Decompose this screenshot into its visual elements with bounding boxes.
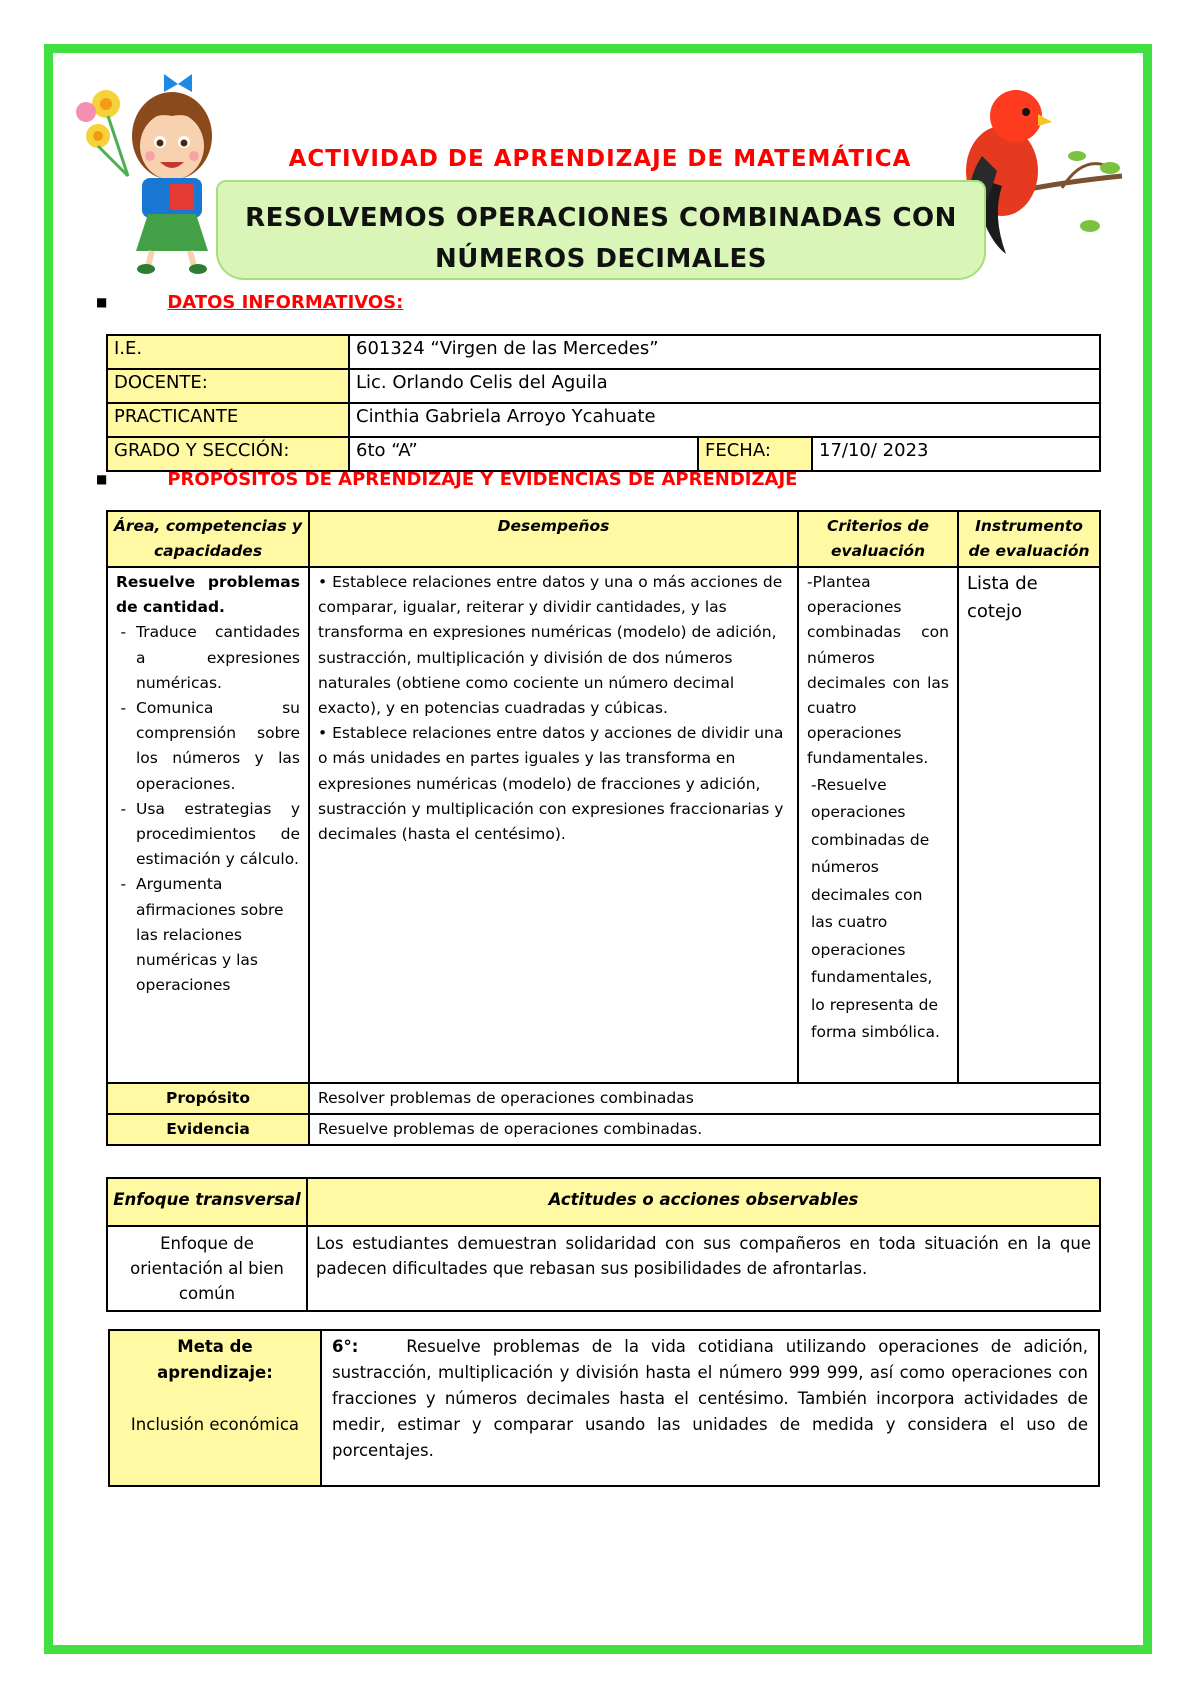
criterio-2: -Resuelve operaciones combinadas de números decimales con las cuatro operaciones fundamentales, lo representa de forma simbólica. xyxy=(811,775,940,1042)
list-item: - Argumenta afirmaciones sobre las relaciones numéricas y las operaciones xyxy=(136,872,300,998)
meta-text: Resuelve problemas de la vida cotidiana utilizando operaciones de adición, sustracción, multiplicación y división hasta el número 999 999, así como operaciones con fracciones y números decimales hasta el centésimo. También incorpora actividades de medir, estimar y comparar usando las unidades de medida y considera el uso de porcentajes. xyxy=(332,1337,1088,1460)
table-row xyxy=(107,403,1100,437)
desempenos-cell xyxy=(309,567,798,1083)
meta-label: Meta de aprendizaje: xyxy=(157,1337,273,1382)
meta-sub-label: Inclusión económica xyxy=(130,1415,300,1434)
ie-value: 601324 “Virgen de las Mercedes” xyxy=(349,335,1100,369)
propositos-heading: ■ PROPÓSITOS DE APRENDIZAJE Y EVIDENCIAS DE APRENDIZAJE xyxy=(96,469,798,490)
col-area: Área, competencias y capacidades xyxy=(107,511,309,567)
fecha-label: FECHA: xyxy=(698,437,812,471)
bullet-icon: ■ xyxy=(96,295,108,309)
list-item: - Usa estrategias y procedimientos de estimación y cálculo. xyxy=(136,797,300,873)
actitudes-value: Los estudiantes demuestran solidaridad con sus compañeros en toda situación en la que padecen dificultades que rebasan sus posibilidades de afrontarlas. xyxy=(307,1226,1100,1311)
session-title-box xyxy=(216,180,986,280)
table-row xyxy=(107,1083,1100,1114)
list-item: - Comunica su comprensión sobre los números y las operaciones. xyxy=(136,696,300,797)
meta-label-cell xyxy=(109,1330,321,1486)
list-item: - Traduce cantidades a expresiones numéricas. xyxy=(136,620,300,696)
table-row xyxy=(107,1114,1100,1145)
table-row xyxy=(107,437,1100,471)
area-cell xyxy=(107,567,309,1083)
meta-text-cell xyxy=(321,1330,1099,1486)
desempeno-1: • Establece relaciones entre datos y una o más acciones de comparar, igualar, reiterar y dividir cantidades, y las transforma en expresiones numéricas (modelo) de adición, sustracción, multiplicación y división de dos números naturales (obtiene como cociente un número decimal exacto), y en potencias cuadradas y cúbicas. xyxy=(318,573,783,718)
table-row xyxy=(107,567,1100,1083)
enfoque-table xyxy=(106,1177,1101,1312)
desempeno-2: • Establece relaciones entre datos y acciones de dividir una o más unidades en partes iguales y las transforma en expresiones numéricas (modelo) de fracciones y adición, sustracción y multiplicación con expresiones fraccionarias y decimales (hasta el centésimo). xyxy=(318,724,784,844)
evidencia-value: Resuelve problemas de operaciones combinadas. xyxy=(309,1114,1100,1145)
evidencia-label: Evidencia xyxy=(107,1114,309,1145)
col-desempenos: Desempeños xyxy=(309,511,798,567)
col-enfoque: Enfoque transversal xyxy=(107,1178,307,1226)
enfoque-value: Enfoque de orientación al bien común xyxy=(107,1226,307,1311)
fecha-value: 17/10/ 2023 xyxy=(812,437,1100,471)
grado-label: GRADO Y SECCIÓN: xyxy=(107,437,349,471)
docente-label: DOCENTE: xyxy=(107,369,349,403)
docente-value: Lic. Orlando Celis del Aguila xyxy=(349,369,1100,403)
table-row xyxy=(107,1226,1100,1311)
proposito-label: Propósito xyxy=(107,1083,309,1114)
meta-table xyxy=(108,1329,1100,1487)
table-row xyxy=(107,369,1100,403)
table-row xyxy=(107,335,1100,369)
proposito-value: Resolver problemas de operaciones combinadas xyxy=(309,1083,1100,1114)
table-row xyxy=(109,1330,1099,1486)
practicante-value: Cinthia Gabriela Arroyo Ycahuate xyxy=(349,403,1100,437)
activity-title: ACTIVIDAD DE APRENDIZAJE DE MATEMÁTICA xyxy=(288,146,912,172)
col-actitudes: Actitudes o acciones observables xyxy=(307,1178,1100,1226)
instrumento-cell: Lista de cotejo xyxy=(958,567,1100,1083)
meta-grade: 6°: xyxy=(332,1337,359,1356)
session-title-line2: NÚMEROS DECIMALES xyxy=(434,244,768,274)
table-header-row xyxy=(107,1178,1100,1226)
competencia: Resuelve problemas de cantidad. xyxy=(116,573,300,617)
session-title-line1: RESOLVEMOS OPERACIONES COMBINADAS CON xyxy=(245,203,957,233)
criterios-cell xyxy=(798,567,958,1083)
col-criterios: Criterios de evaluación xyxy=(798,511,958,567)
datos-heading: ■ DATOS INFORMATIVOS: xyxy=(96,292,404,313)
col-instrumento: Instrumento de evaluación xyxy=(958,511,1100,567)
table-header-row xyxy=(107,511,1100,567)
propositos-table xyxy=(106,510,1101,1146)
datos-table xyxy=(106,334,1101,472)
capacidades-list xyxy=(116,620,300,998)
bullet-icon: ■ xyxy=(96,472,108,486)
practicante-label: PRACTICANTE xyxy=(107,403,349,437)
ie-label: I.E. xyxy=(107,335,349,369)
criterio-1: -Plantea operaciones combinadas con números decimales con las cuatro operaciones fundamentales. xyxy=(807,573,949,768)
grado-value: 6to “A” xyxy=(349,437,698,471)
